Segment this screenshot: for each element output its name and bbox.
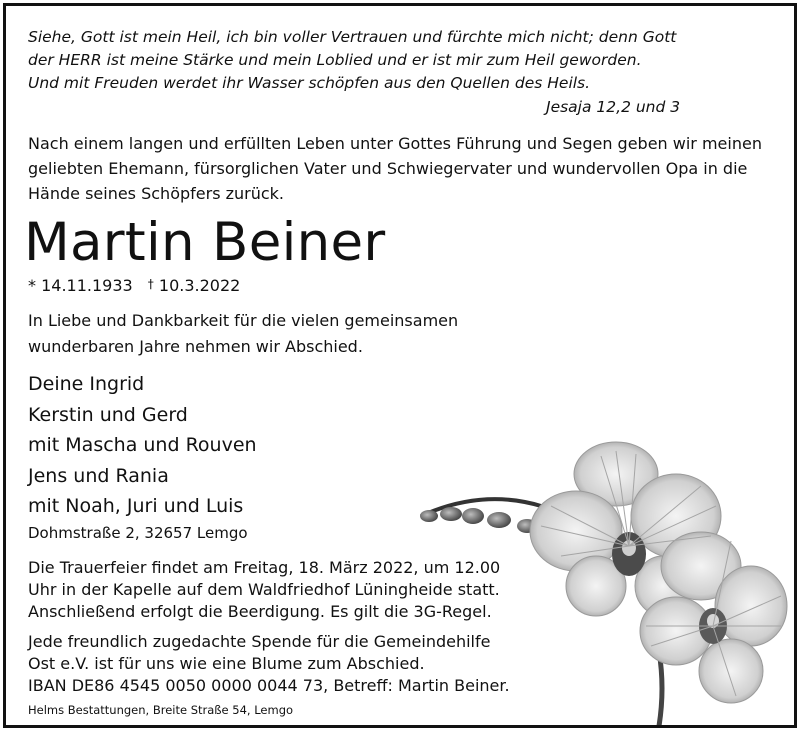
- family-list: [28, 369, 257, 522]
- intro-line: Nach einem langen und erfüllten Leben unter Gottes Führung und Segen geben wir meinen: [28, 134, 762, 153]
- service-line: Die Trauerfeier findet am Freitag, 18. März 2022, um 12.00: [28, 558, 501, 577]
- deceased-name: Martin Beiner: [24, 212, 386, 273]
- verse-line: Und mit Freuden werdet ihr Wasser schöpfen aus den Quellen des Heils.: [28, 74, 591, 92]
- death-date: 10.3.2022: [158, 276, 241, 295]
- donation-line: Ost e.V. ist für uns wie eine Blume zum Abschied.: [28, 654, 425, 673]
- birth-date: * 14.11.1933: [28, 276, 133, 295]
- family-address: Dohmstraße 2, 32657 Lemgo: [28, 524, 248, 542]
- intro-line: geliebten Ehemann, fürsorglichen Vater und Schwiegervater und wundervollen Opa in die: [28, 159, 748, 178]
- verse-line: der HERR ist meine Stärke und mein Loblied und er ist mir zum Heil geworden.: [28, 51, 642, 69]
- intro-text: [28, 131, 762, 206]
- family-member: Jens und Rania: [28, 464, 169, 487]
- family-member: Deine Ingrid: [28, 373, 145, 395]
- obituary-notice: [3, 3, 797, 728]
- service-line: Anschließend erfolgt die Beerdigung. Es gilt die 3G-Regel.: [28, 602, 492, 621]
- donation-line: Jede freundlich zugedachte Spende für die Gemeindehilfe: [28, 632, 491, 651]
- thanks-line: In Liebe und Dankbarkeit für die vielen gemeinsamen: [28, 311, 459, 330]
- cross-icon: †: [147, 277, 154, 291]
- orchid-icon: [401, 436, 791, 726]
- family-member: mit Mascha und Rouven: [28, 434, 257, 456]
- thanks-line: wunderbaren Jahre nehmen wir Abschied.: [28, 337, 363, 356]
- family-member: Kerstin und Gerd: [28, 403, 188, 426]
- verse-line: Siehe, Gott ist mein Heil, ich bin voller Vertrauen und fürchte mich nicht; denn Gott: [28, 28, 677, 46]
- life-dates: [28, 276, 240, 295]
- family-member: mit Noah, Juri und Luis: [28, 495, 244, 517]
- intro-line: Hände seines Schöpfers zurück.: [28, 184, 285, 203]
- thanks-text: [28, 308, 458, 360]
- donation-line: IBAN DE86 4545 0050 0000 0044 73, Betreff: Martin Beiner.: [28, 676, 510, 695]
- funeral-home-footer: Helms Bestattungen, Breite Straße 54, Lemgo: [28, 703, 294, 717]
- service-line: Uhr in der Kapelle auf dem Waldfriedhof Lüningheide statt.: [28, 580, 500, 599]
- verse-reference: Jesaja 12,2 und 3: [546, 98, 681, 116]
- bible-verse: [28, 26, 676, 95]
